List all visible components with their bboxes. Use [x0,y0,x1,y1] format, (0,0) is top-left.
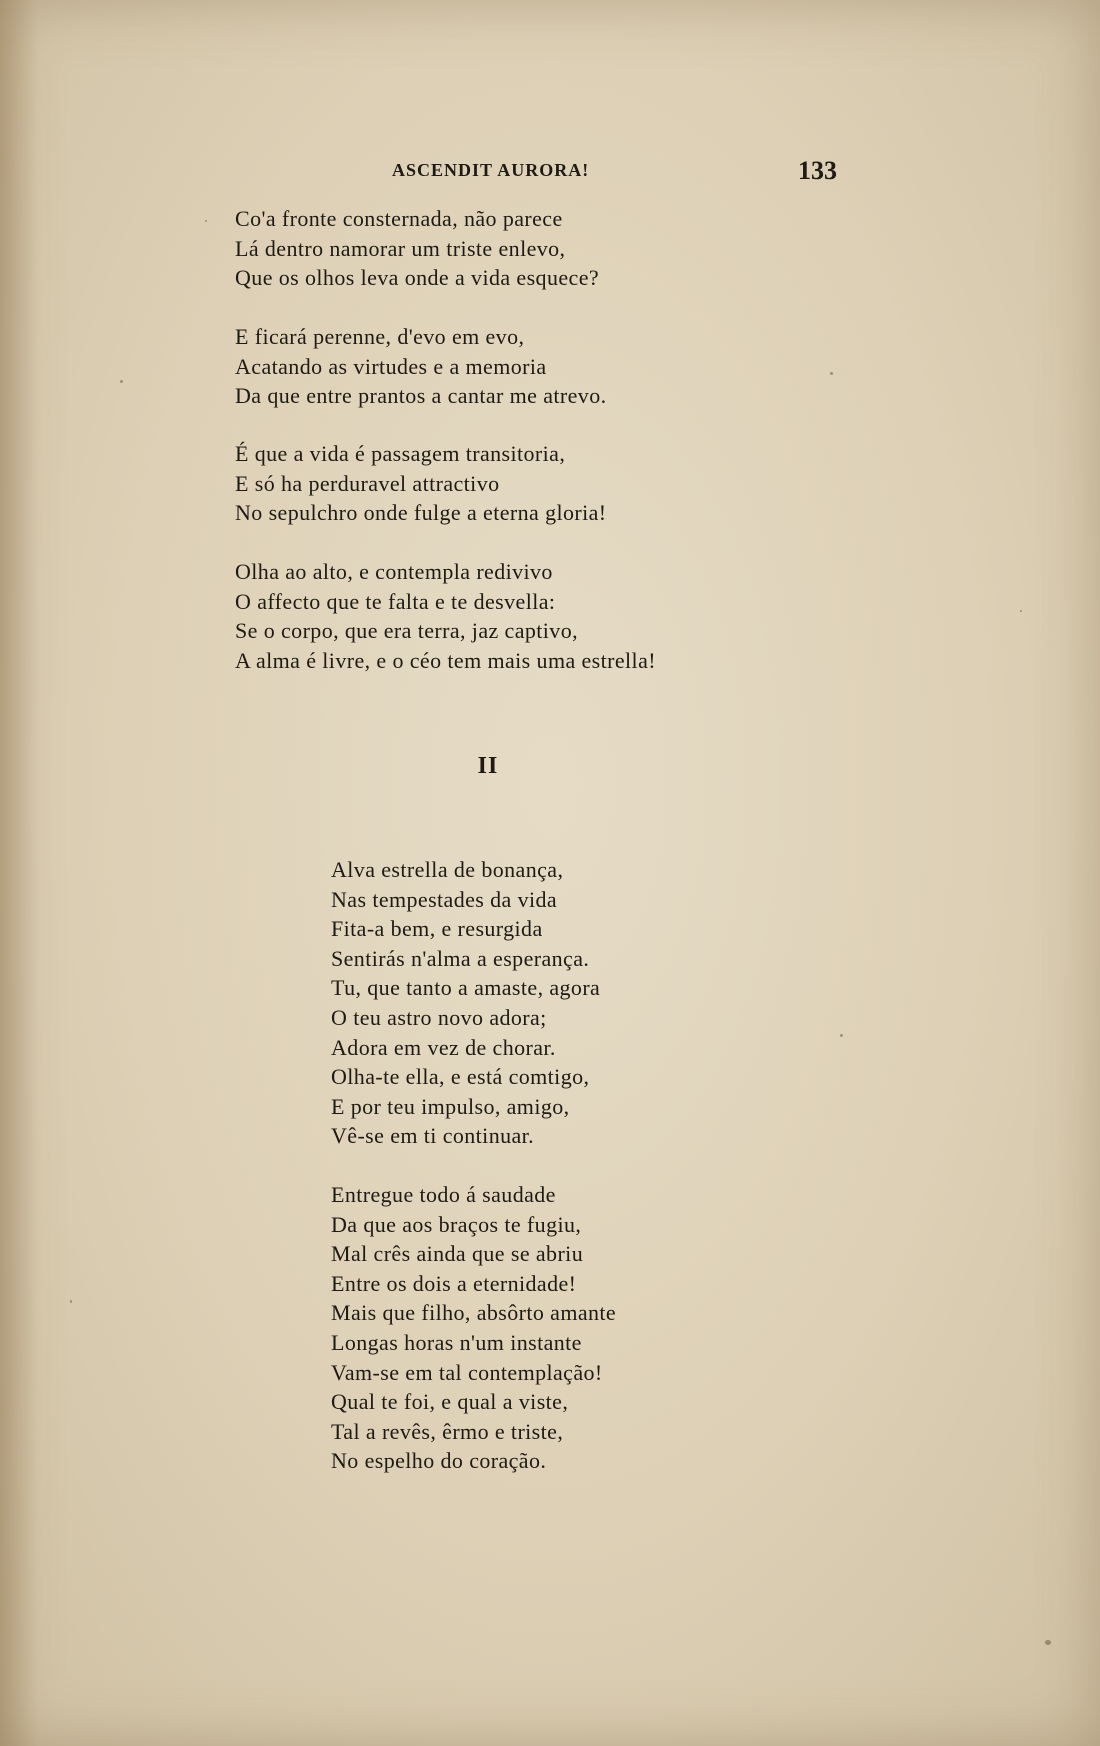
page-header [0,156,1100,190]
section-heading: II [477,753,499,779]
stanza-2 [235,322,607,411]
verse-line: Acatando as virtudes e a memoria [235,353,547,379]
stanza-1 [235,204,599,293]
verse-line: Mal crês ainda que se abriu [331,1241,584,1267]
paper-speck [70,1300,72,1303]
page-number: 133 [798,156,837,185]
verse-line: Tal a revês, êrmo e triste, [331,1418,564,1444]
verse-line: Vam-se em tal contemplação! [331,1359,603,1385]
verse-line: E por teu impulso, amigo, [331,1093,570,1119]
verse-line: Mais que filho, absôrto amante [331,1300,617,1326]
verse-line: Da que aos braços te fugiu, [331,1211,582,1237]
paper-speck [205,220,207,222]
verse-line: No sepulchro onde fulge a eterna gloria! [235,500,607,525]
stanza-5 [331,855,600,1151]
paper-speck [120,380,123,383]
verse-line: O affecto que te falta e te desvella: [235,588,556,614]
paper-speck [1020,610,1022,612]
verse-line: Se o corpo, que era terra, jaz captivo, [235,618,579,643]
stanza-6 [331,1180,616,1476]
verse-line: Que os olhos leva onde a vida esquece? [235,265,600,290]
verse-line: Tu, que tanto a amaste, agora [331,975,601,1001]
verse-line: É que a vida é passagem transitoria, [235,441,566,466]
running-title: ASCENDIT AURORA! [392,160,590,180]
verse-line: Entre os dois a eternidade! [331,1270,577,1296]
verse-line: Entregue todo á saudade [331,1182,556,1207]
stanza-3 [235,439,607,528]
verse-line: Da que entre prantos a cantar me atrevo. [235,383,607,408]
paper-speck [830,372,833,375]
page-binding-shadow [0,0,38,1746]
verse-line: A alma é livre, e o céo tem mais uma estrella! [235,647,656,673]
verse-line: Adora em vez de chorar. [331,1034,556,1060]
verse-line: Nas tempestades da vida [331,886,558,912]
verse-line: Co'a fronte consternada, não parece [235,206,563,231]
verse-line: Longas horas n'um instante [331,1329,582,1355]
verse-line: Alva estrella de bonança, [331,857,564,882]
stanza-4 [235,557,656,675]
paper-speck [1045,1640,1051,1645]
verse-line: Olha-te ella, e está comtigo, [331,1064,590,1090]
verse-line: E só ha perduravel attractivo [235,470,500,496]
verse-line: Olha ao alto, e contempla redivivo [235,559,553,584]
verse-line: Vê-se em ti continuar. [331,1123,535,1149]
verse-line: Fita-a bem, e resurgida [331,916,543,942]
paper-speck [840,1034,843,1037]
verse-line: E ficará perenne, d'evo em evo, [235,324,525,349]
verse-line: No espelho do coração. [331,1448,547,1474]
verse-line: Qual te foi, e qual a viste, [331,1389,569,1415]
verse-line: Lá dentro namorar um triste enlevo, [235,235,566,261]
verse-line: Sentirás n'alma a esperança. [331,945,590,971]
verse-line: O teu astro novo adora; [331,1004,547,1030]
